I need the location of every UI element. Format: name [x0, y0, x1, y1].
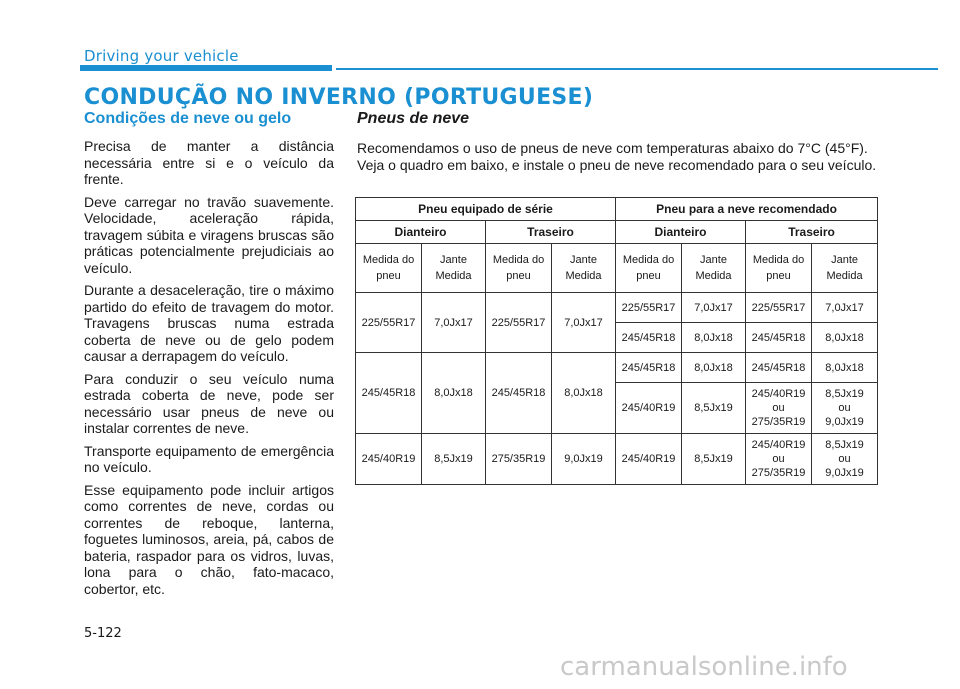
paragraph: Deve carregar no travão suavemente. Velocidade, aceleração rápida, travagem súbita e viragens bruscas são práticas potencialmente prejudiciais ao veículo. [84, 193, 334, 276]
cell-line: ou [838, 402, 851, 414]
rim-size-header: Jante Medida [422, 244, 486, 293]
paragraph: Durante a desaceleração, tire o máximo partido do efeito de travagem do motor. Travagens bruscas numa estrada coberta de neve ou de gelo podem causar a derrapagem do veículo. [84, 282, 334, 364]
cell-line: ou [772, 402, 785, 414]
table-cell: 8,0Jx18 [552, 353, 616, 434]
table-cell: 7,0Jx17 [682, 293, 746, 323]
table-cell: 8,0Jx18 [682, 323, 746, 353]
table-cell: 7,0Jx17 [552, 293, 616, 353]
tire-size-header: Medida do pneu [356, 244, 422, 293]
table-cell: 245/45R18 [356, 353, 422, 434]
standard-tire-header: Pneu equipado de série [356, 198, 616, 221]
table-cell: 245/40R19 [616, 383, 682, 434]
paragraph: Esse equipamento pode incluir artigos como correntes de neve, cordas ou correntes de reboque, lanterna, foguetes luminosos, areia, pá, cabos de bateria, raspador para os vidros, luvas, lona para o chão, fato-macaco, cobertor, etc. [84, 481, 334, 597]
table-cell: 245/45R18 [616, 323, 682, 353]
section-title: CONDUÇÃO NO INVERNO (PORTUGUESE) [84, 85, 594, 110]
table-cell: 7,0Jx17 [422, 293, 486, 353]
watermark: carmanualsonline.info [560, 652, 848, 682]
table-cell: 245/40R19 [356, 434, 422, 485]
header-bar [80, 65, 332, 71]
cell-line: 245/40R19 [751, 439, 806, 451]
rim-size-header: Jante Medida [812, 244, 878, 293]
cell-line: 9,0Jx19 [825, 467, 864, 479]
tire-size-header: Medida do pneu [746, 244, 812, 293]
table-cell: 245/45R18 [746, 323, 812, 353]
page-number: 5-122 [84, 626, 122, 641]
paragraph: Para conduzir o seu veículo numa estrada coberta de neve, pode ser necessário usar pneus de neve ou instalar correntes de neve. [84, 370, 334, 436]
table-cell: 8,0Jx18 [812, 323, 878, 353]
table-cell-stacked [812, 434, 878, 485]
cell-line: 245/40R19 [751, 388, 806, 400]
table-cell-stacked [746, 383, 812, 434]
cell-line: 275/35R19 [751, 416, 806, 428]
table-cell: 275/35R19 [486, 434, 552, 485]
header-rule [336, 68, 938, 70]
table-cell: 7,0Jx17 [812, 293, 878, 323]
table-cell: 8,5Jx19 [682, 383, 746, 434]
cell-line: 275/35R19 [751, 467, 806, 479]
rim-size-header: Jante Medida [552, 244, 616, 293]
table-cell: 225/55R17 [616, 293, 682, 323]
front-header: Dianteiro [616, 221, 746, 244]
right-column [357, 110, 877, 184]
table-cell: 225/55R17 [486, 293, 552, 353]
table-cell: 8,0Jx18 [812, 353, 878, 383]
cell-line: 8,5Jx19 [825, 388, 864, 400]
table-cell: 245/45R18 [486, 353, 552, 434]
cell-line: 9,0Jx19 [825, 416, 864, 428]
table-cell: 245/45R18 [616, 353, 682, 383]
rear-header: Traseiro [486, 221, 616, 244]
table-cell-stacked [746, 434, 812, 485]
paragraph: Transporte equipamento de emergência no veículo. [84, 442, 334, 475]
snow-tires-intro: Recomendamos o uso de pneus de neve com temperaturas abaixo do 7°C (45°F). Veja o quadro em baixo, e instale o pneu de neve recomendado para o seu veículo. [357, 140, 877, 173]
table-cell-stacked [812, 383, 878, 434]
snow-tires-heading: Pneus de neve [357, 110, 470, 127]
table-cell: 8,5Jx19 [422, 434, 486, 485]
table-cell: 225/55R17 [356, 293, 422, 353]
snow-tire-header: Pneu para a neve recomendado [616, 198, 878, 221]
table-cell: 9,0Jx19 [552, 434, 616, 485]
table-cell: 8,5Jx19 [682, 434, 746, 485]
tire-size-header: Medida do pneu [486, 244, 552, 293]
tire-size-header: Medida do pneu [616, 244, 682, 293]
front-header: Dianteiro [356, 221, 486, 244]
table-cell: 8,0Jx18 [682, 353, 746, 383]
paragraph: Precisa de manter a distância necessária entre si e o veículo da frente. [84, 138, 334, 187]
cell-line: 8,5Jx19 [825, 439, 864, 451]
table-cell: 245/40R19 [616, 434, 682, 485]
chapter-label: Driving your vehicle [84, 47, 239, 65]
cell-line: ou [838, 453, 851, 465]
rim-size-header: Jante Medida [682, 244, 746, 293]
table-cell: 225/55R17 [746, 293, 812, 323]
snow-conditions-heading: Condições de neve ou gelo [84, 110, 292, 127]
left-column [84, 110, 334, 603]
table-cell: 245/45R18 [746, 353, 812, 383]
rear-header: Traseiro [746, 221, 878, 244]
cell-line: ou [772, 453, 785, 465]
snow-tire-table [355, 197, 878, 485]
table-cell: 8,0Jx18 [422, 353, 486, 434]
